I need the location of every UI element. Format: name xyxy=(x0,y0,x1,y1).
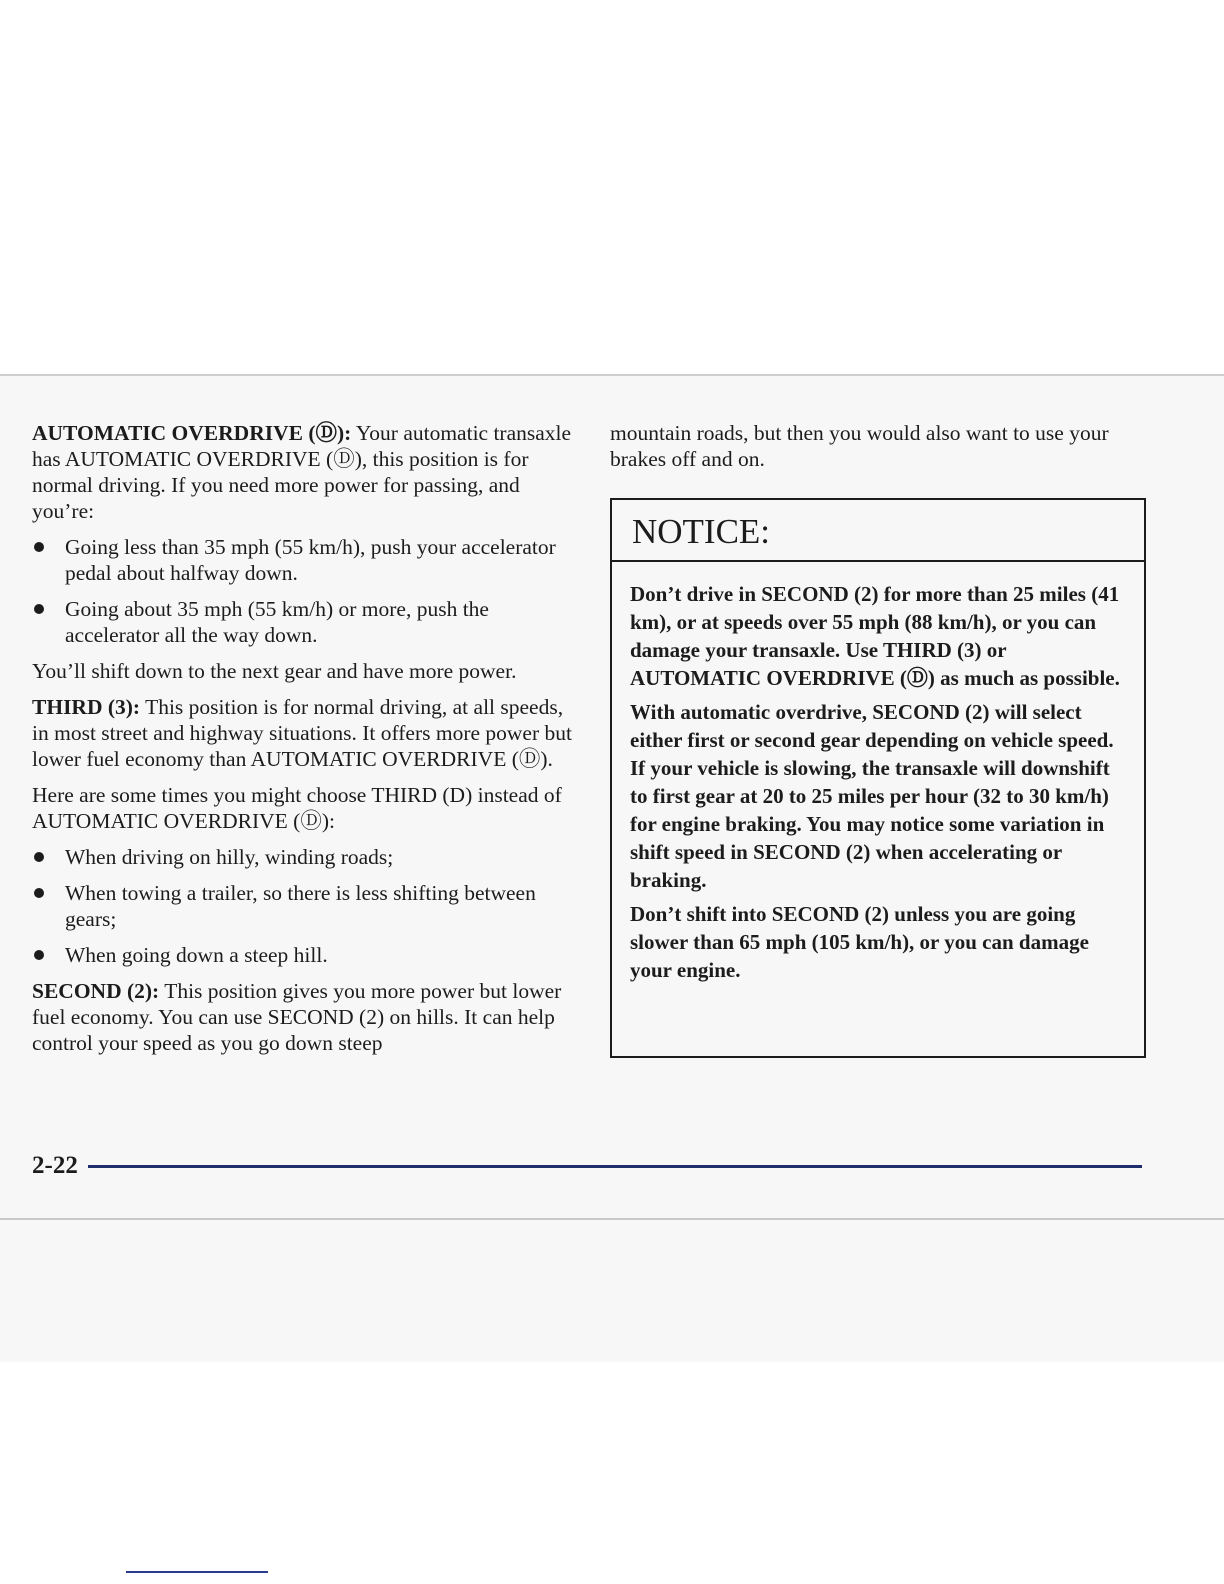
band-bottom-rule xyxy=(0,1218,1224,1220)
list-item xyxy=(32,844,572,870)
list-item xyxy=(32,596,572,648)
second-paragraph xyxy=(32,978,572,1056)
continuation-paragraph: mountain roads, but then you would also want to use your brakes off and on. xyxy=(610,421,1109,471)
bullet-icon xyxy=(34,852,44,862)
page-footer xyxy=(32,1148,1142,1184)
notice-title: NOTICE: xyxy=(612,500,1144,562)
notice-body xyxy=(612,562,1144,984)
automatic-overdrive-heading: AUTOMATIC OVERDRIVE (Ⓓ): xyxy=(32,421,352,445)
list-item-text: When towing a trailer, so there is less shifting between gears; xyxy=(65,881,536,931)
second-heading: SECOND (2): xyxy=(32,979,160,1003)
passing-bullet-list xyxy=(32,534,572,648)
footer-rule xyxy=(88,1165,1142,1168)
third-heading: THIRD (3): xyxy=(32,695,141,719)
bullet-icon xyxy=(34,542,44,552)
choose-third-paragraph: Here are some times you might choose THIRD (D) instead of AUTOMATIC OVERDRIVE (Ⓓ): xyxy=(32,783,562,833)
notice-box xyxy=(610,498,1146,1058)
list-item-text: Going about 35 mph (55 km/h) or more, push the accelerator all the way down. xyxy=(65,597,489,647)
list-item xyxy=(32,534,572,586)
list-item-text: When driving on hilly, winding roads; xyxy=(65,845,394,869)
notice-paragraph: Don’t drive in SECOND (2) for more than 25 miles (41 km), or at speeds over 55 mph (88 km/h), or you can damage your transaxle. Use THIRD (3) or AUTOMATIC OVERDRIVE (Ⓓ) as much as possible. xyxy=(630,582,1120,690)
third-text: This position is for normal driving, at all speeds, in most street and highway situations. It offers more power but lower fuel economy than AUTOMATIC OVERDRIVE (Ⓓ). xyxy=(32,695,572,771)
bullet-icon xyxy=(34,604,44,614)
automatic-overdrive-text: Your automatic transaxle has AUTOMATIC OVERDRIVE (Ⓓ), this position is for normal driving. If you need more power for passing, and you’re: xyxy=(32,421,572,523)
left-column xyxy=(32,420,572,1066)
right-column xyxy=(610,420,1150,482)
bullet-icon xyxy=(34,950,44,960)
bullet-icon xyxy=(34,888,44,898)
second-text: This position gives you more power but lower fuel economy. You can use SECOND (2) on hills. It can help control your speed as you go down steep xyxy=(32,979,562,1055)
corner-mark xyxy=(126,1571,268,1573)
shift-down-paragraph: You’ll shift down to the next gear and have more power. xyxy=(32,659,517,683)
list-item-text: When going down a steep hill. xyxy=(65,943,328,967)
third-paragraph xyxy=(32,694,572,772)
list-item-text: Going less than 35 mph (55 km/h), push your accelerator pedal about halfway down. xyxy=(65,535,556,585)
page-number: 2-22 xyxy=(32,1152,78,1179)
automatic-overdrive-paragraph xyxy=(32,420,572,524)
list-item xyxy=(32,880,572,932)
notice-paragraph: Don’t shift into SECOND (2) unless you are going slower than 65 mph (105 km/h), or you can damage your engine. xyxy=(630,902,1089,982)
list-item xyxy=(32,942,572,968)
notice-paragraph: With automatic overdrive, SECOND (2) will select either first or second gear depending on vehicle speed. If your vehicle is slowing, the transaxle will downshift to first gear at 20 to 25 miles per hour (32 to 30 km/h) for engine braking. You may notice some variation in shift speed in SECOND (2) when accelerating or braking. xyxy=(630,700,1114,892)
third-bullet-list xyxy=(32,844,572,968)
